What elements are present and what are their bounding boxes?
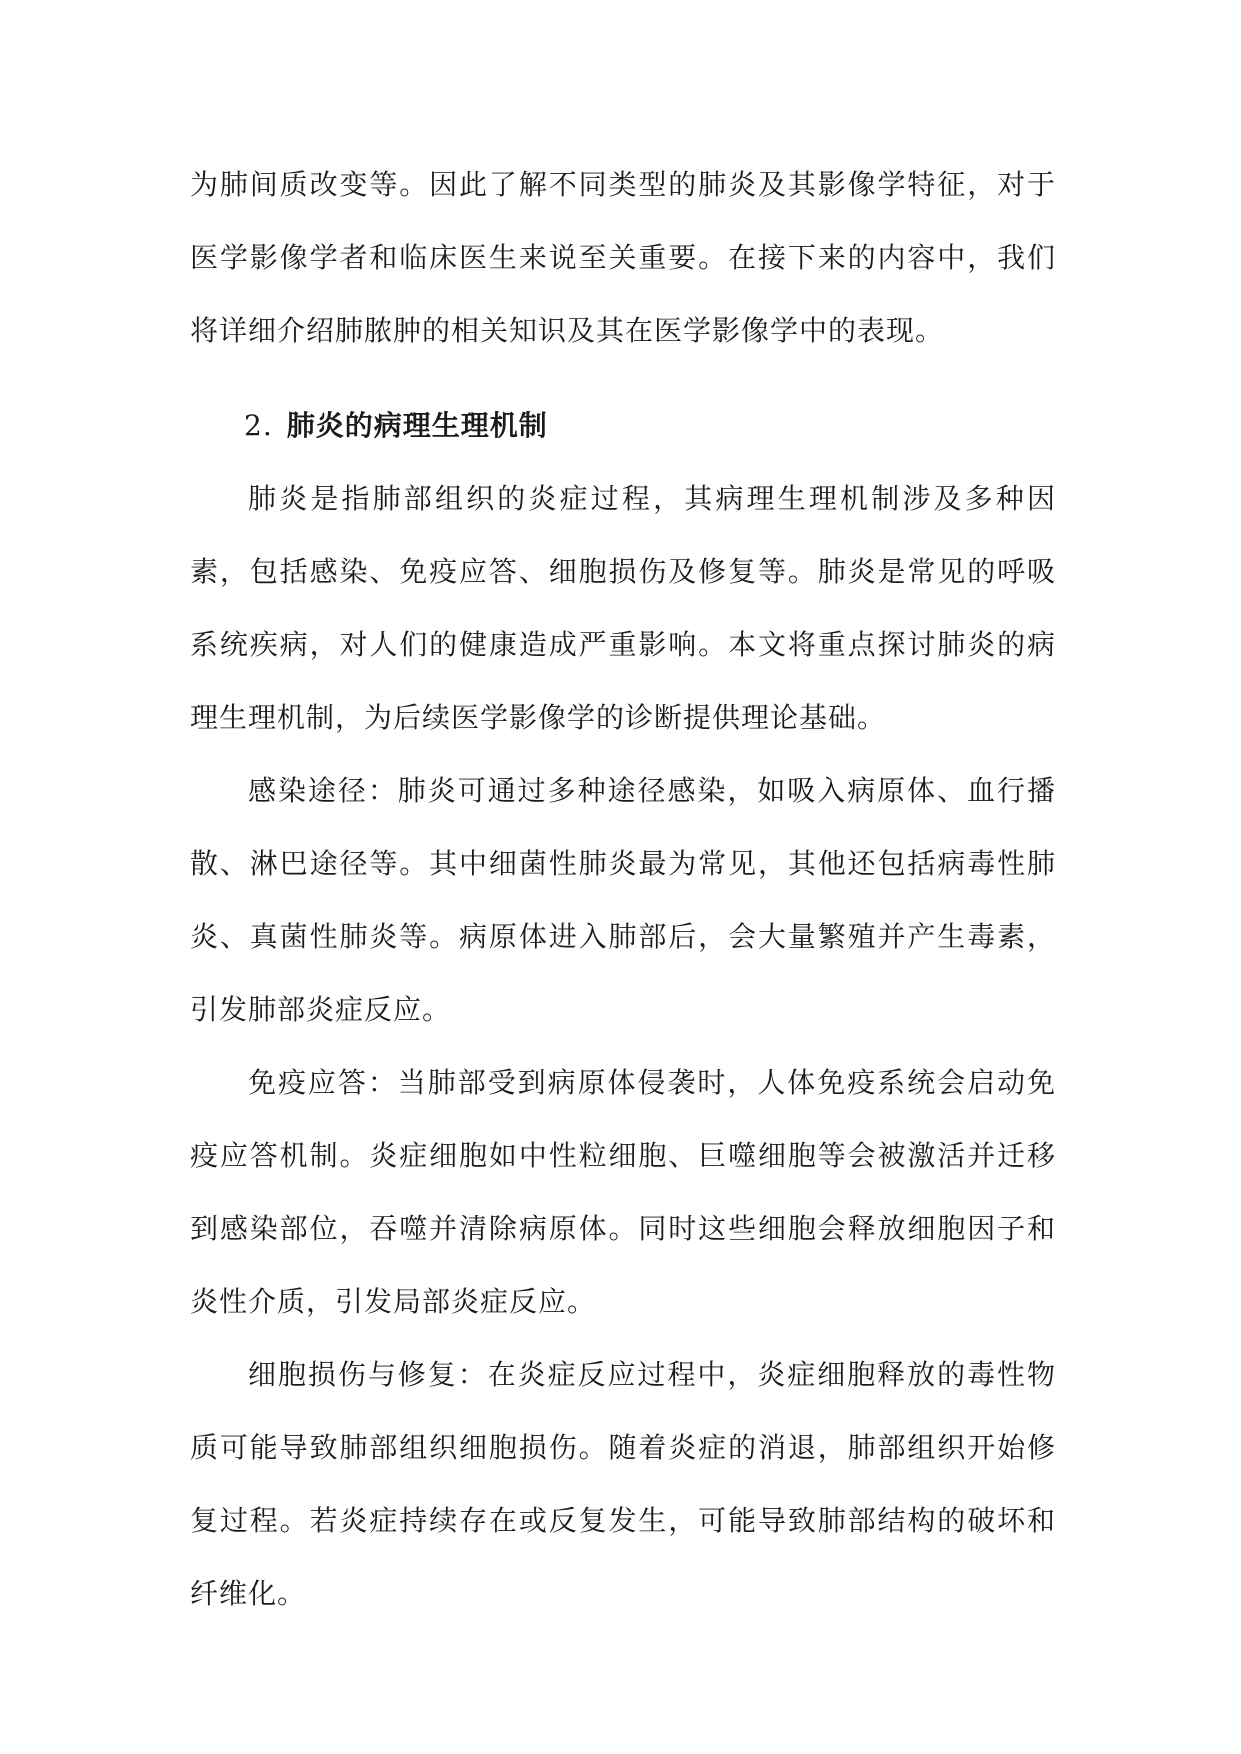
paragraph-overview: 肺炎是指肺部组织的炎症过程，其病理生理机制涉及多种因素，包括感染、免疫应答、细胞损伤及修复等。肺炎是常见的呼吸系统疾病，对人们的健康造成严重影响。本文将重点探讨肺炎的病理生理机制，为后续医学影像学的诊断提供理论基础。 [190, 482, 1056, 734]
section-heading [190, 389, 1056, 462]
paragraph-intro-continuation: 为肺间质改变等。因此了解不同类型的肺炎及其影像学特征，对于医学影像学者和临床医生来说至关重要。在接下来的内容中，我们将详细介绍肺脓肿的相关知识及其在医学影像学中的表现。 [190, 168, 1056, 347]
section-number: 2. [244, 409, 273, 442]
paragraph-infection-route: 感染途径：肺炎可通过多种途径感染，如吸入病原体、血行播散、淋巴途径等。其中细菌性肺炎最为常见，其他还包括病毒性肺炎、真菌性肺炎等。病原体进入肺部后，会大量繁殖并产生毒素，引发肺部炎症反应。 [190, 774, 1056, 1026]
section-title: 肺炎的病理生理机制 [286, 409, 548, 442]
paragraph-immune-response: 免疫应答：当肺部受到病原体侵袭时，人体免疫系统会启动免疫应答机制。炎症细胞如中性粒细胞、巨噬细胞等会被激活并迁移到感染部位，吞噬并清除病原体。同时这些细胞会释放细胞因子和炎性介质，引发局部炎症反应。 [190, 1066, 1056, 1318]
document-body [190, 148, 1056, 1630]
paragraph-cell-damage-repair: 细胞损伤与修复：在炎症反应过程中，炎症细胞释放的毒性物质可能导致肺部组织细胞损伤。随着炎症的消退，肺部组织开始修复过程。若炎症持续存在或反复发生，可能导致肺部结构的破坏和纤维化。 [190, 1358, 1056, 1610]
